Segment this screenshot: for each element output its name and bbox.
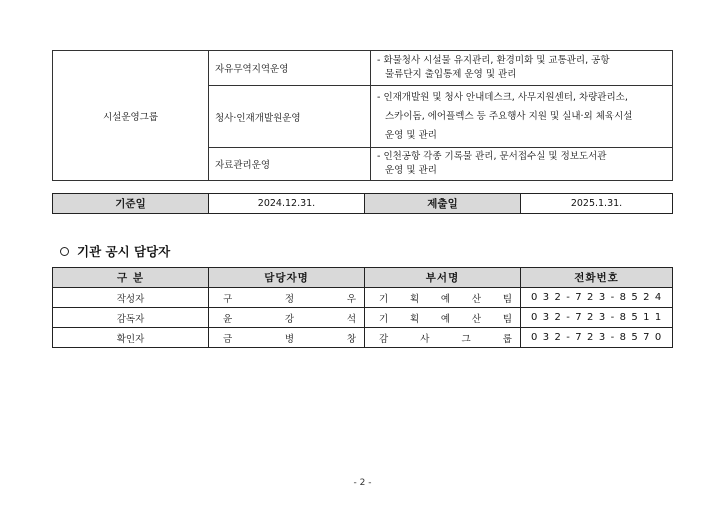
desc-cell <box>371 51 673 86</box>
name-char: 석 <box>346 313 356 325</box>
desc-cell <box>371 86 673 148</box>
header-dept: 부서명 <box>365 268 521 288</box>
dept-char: 예 <box>440 293 451 305</box>
desc-line: 운영 및 관리 <box>385 165 437 176</box>
table-row <box>53 328 673 348</box>
unit-cell: 청사·인재개발원운영 <box>209 86 371 148</box>
dept-cell <box>365 308 521 328</box>
section-title <box>60 242 170 260</box>
name-char: 창 <box>346 333 356 345</box>
desc-line: 물류단지 출입통제 운영 및 관리 <box>385 69 517 80</box>
name-cell <box>209 288 365 308</box>
table-row <box>53 308 673 328</box>
unit-cell: 자료관리운영 <box>209 148 371 181</box>
name-char: 정 <box>284 293 295 305</box>
name-cell <box>209 308 365 328</box>
base-date-label: 기준일 <box>53 194 209 214</box>
role-cell: 확인자 <box>53 328 209 348</box>
unit-cell: 자유무역지역운영 <box>209 51 371 86</box>
role-cell: 작성자 <box>53 288 209 308</box>
desc-line: - 인재개발원 및 청사 안내데스크, 사무지원센터, 차량관리소, <box>377 92 628 103</box>
dept-char: 획 <box>409 313 420 325</box>
name-char: 구 <box>223 293 233 305</box>
dept-char: 예 <box>440 313 451 325</box>
desc-line: - 인천공항 각종 기록물 관리, 문서접수실 및 정보도서관 <box>377 151 607 162</box>
name-char: 우 <box>346 293 356 305</box>
dept-char: 기 <box>379 293 389 305</box>
dept-char: 기 <box>379 313 389 325</box>
dept-cell <box>365 328 521 348</box>
name-cell <box>209 328 365 348</box>
dept-char: 획 <box>409 293 420 305</box>
group-cell: 시설운영그룹 <box>53 51 209 181</box>
dept-char: 사 <box>420 333 430 345</box>
phone-cell: 032-723-8524 <box>521 288 673 308</box>
name-char: 윤 <box>223 313 233 325</box>
circle-bullet-icon <box>60 247 69 256</box>
name-char: 금 <box>223 333 233 345</box>
dept-char: 산 <box>471 293 482 305</box>
name-char: 병 <box>284 333 295 345</box>
page-number: - 2 - <box>353 478 372 488</box>
desc-line: 스카이돔, 에어플렉스 등 주요행사 지원 및 실내·외 체육시설 <box>385 111 633 122</box>
role-cell: 감독자 <box>53 308 209 328</box>
dept-char: 그 <box>461 333 471 345</box>
desc-line: 운영 및 관리 <box>385 130 437 141</box>
contact-table <box>52 267 673 348</box>
facility-table <box>52 50 673 181</box>
dept-char: 산 <box>471 313 482 325</box>
base-date-value: 2024.12.31. <box>209 194 365 214</box>
dept-cell <box>365 288 521 308</box>
submit-date-value: 2025.1.31. <box>521 194 673 214</box>
dept-char: 감 <box>379 333 389 345</box>
desc-line: - 화물청사 시설물 유지관리, 환경미화 및 교통관리, 공항 <box>377 55 610 66</box>
submit-date-label: 제출일 <box>365 194 521 214</box>
header-category: 구 분 <box>53 268 209 288</box>
dept-char: 팀 <box>502 313 512 325</box>
table-row <box>53 288 673 308</box>
desc-cell <box>371 148 673 181</box>
date-table <box>52 193 673 214</box>
header-phone: 전화번호 <box>521 268 673 288</box>
phone-cell: 032-723-8570 <box>521 328 673 348</box>
dept-char: 팀 <box>502 293 512 305</box>
dept-char: 룹 <box>502 333 512 345</box>
section-title-text: 기관 공시 담당자 <box>77 244 171 259</box>
header-name: 담당자명 <box>209 268 365 288</box>
phone-cell: 032-723-8511 <box>521 308 673 328</box>
name-char: 강 <box>284 313 295 325</box>
